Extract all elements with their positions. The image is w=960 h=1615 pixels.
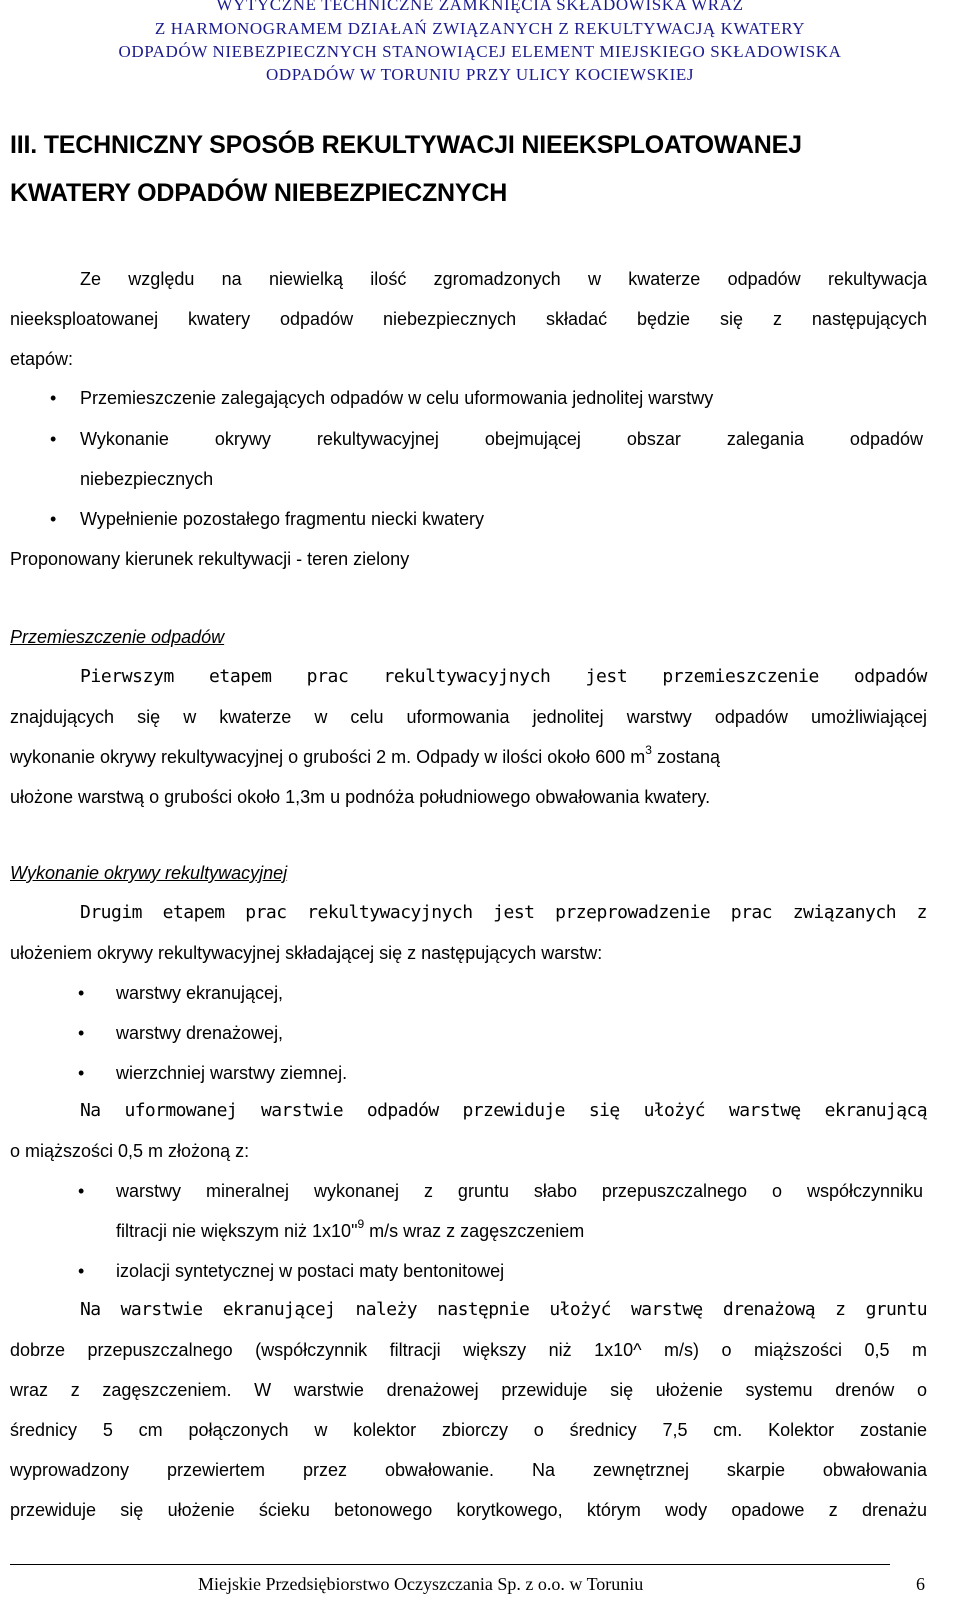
bullet-icon: • [78, 983, 85, 1003]
exponent-superscript: 9 [357, 1217, 365, 1231]
screen-item-1: warstwy mineralnej wykonanej z gruntu słabo przepuszczalnego o współczynniku [116, 1181, 923, 1201]
reclamation-direction: Proponowany kierunek rekultywacji - teren zielony [10, 549, 410, 569]
screen-item-1-cont-text: filtracji nie większym niż 1x10" [116, 1221, 358, 1241]
layer-item-1: warstwy ekranującej, [116, 983, 284, 1003]
bullet-icon: • [78, 1261, 85, 1281]
bullet-icon: • [78, 1181, 85, 1201]
bullet-icon: • [50, 509, 57, 529]
section-1-line-1: Pierwszym etapem prac rekultywacyjnych jest przemieszczenie odpadów [80, 666, 927, 687]
section-2-line-1: Drugim etapem prac rekultywacyjnych jest przeprowadzenie prac związanych z [80, 902, 927, 923]
bullet-icon: • [50, 388, 57, 408]
section-2-p3-line-2: dobrze przepuszczalnego (współczynnik filtracji większy niż 1x10^ m/s) o miąższości 0,5 m [10, 1340, 927, 1360]
header-line-2: Z HARMONOGRAMEM DZIAŁAŃ ZWIĄZANYCH Z REKULTYWACJĄ KWATERY [154, 19, 806, 38]
bullet-icon: • [50, 429, 57, 449]
bullet-icon: • [78, 1023, 85, 1043]
screen-item-1-cont [116, 1217, 585, 1242]
section-2-p3-line-6: przewiduje się ułożenie ścieku betonowego korytkowego, którym wody opadowe z drenażu [10, 1500, 927, 1520]
header-line-4: ODPADÓW W TORUNIU PRZY ULICY KOCIEWSKIEJ [265, 65, 695, 84]
stage-item-1: Przemieszczenie zalegających odpadów w celu uformowania jednolitej warstwy [80, 388, 714, 408]
section-2-p3-line-3: wraz z zagęszczeniem. W warstwie drenażowej przewiduje się ułożenie systemu drenów o [10, 1380, 927, 1400]
stage-item-2-cont: niebezpiecznych [80, 469, 214, 489]
section-2-p3-line-1: Na warstwie ekranującej należy następnie ułożyć warstwę drenażową z gruntu [80, 1299, 927, 1320]
screen-item-1-cont-end: m/s wraz z zagęszczeniem [364, 1221, 585, 1241]
header-line-3: ODPADÓW NIEBEZPIECZNYCH STANOWIĄCEJ ELEMENT MIEJSKIEGO SKŁADOWISKA [118, 42, 842, 61]
section-1-line-3 [10, 743, 927, 768]
layer-item-3: wierzchniej warstwy ziemnej. [116, 1063, 348, 1083]
layer-item-2: warstwy drenażowej, [116, 1023, 284, 1043]
section-1-line-3-text: wykonanie okrywy rekultywacyjnej o grubości 2 m. Odpady w ilości około 600 m [10, 747, 646, 767]
section-1-line-4: ułożone warstwą o grubości około 1,3m u podnóża południowego obwałowania kwatery. [10, 787, 711, 807]
section-2-p3-line-4: średnicy 5 cm połączonych w kolektor zbiorczy o średnicy 7,5 cm. Kolektor zostanie [10, 1420, 927, 1440]
page-number: 6 [916, 1574, 925, 1594]
intro-line-1: Ze względu na niewielką ilość zgromadzonych w kwaterze odpadów rekultywacja [80, 269, 927, 289]
section-2-p2-line-2: o miąższości 0,5 m złożoną z: [10, 1141, 250, 1161]
header-line-1: WYTYCZNE TECHNICZNE ZAMKNIĘCIA SKŁADOWISKA WRAZ [216, 0, 744, 14]
section-2-line-2: ułożeniem okrywy rekultywacyjnej składającej się z następujących warstw: [10, 943, 603, 963]
intro-line-2: nieeksploatowanej kwatery odpadów niebezpiecznych składać będzie się z następujących [10, 309, 927, 329]
intro-line-3: etapów: [10, 349, 74, 369]
section-1-heading: Przemieszczenie odpadów [10, 627, 225, 647]
section-title-line-2: KWATERY ODPADÓW NIEBEZPIECZNYCH [10, 179, 508, 207]
screen-item-2: izolacji syntetycznej w postaci maty bentonitowej [116, 1261, 505, 1281]
bullet-icon: • [78, 1063, 85, 1083]
cubic-superscript: 3 [645, 743, 652, 757]
section-2-heading: Wykonanie okrywy rekultywacyjnej [10, 863, 288, 883]
section-1-line-2: znajdujących się w kwaterze w celu uformowania jednolitej warstwy odpadów umożliwiającej [10, 707, 927, 727]
footer-company: Miejskie Przedsiębiorstwo Oczyszczania Sp. z o.o. w Toruniu [198, 1574, 644, 1594]
footer-divider [10, 1564, 890, 1565]
section-1-line-3-end: zostaną [651, 747, 721, 767]
stage-item-3: Wypełnienie pozostałego fragmentu niecki kwatery [80, 509, 485, 529]
section-2-p2-line-1: Na uformowanej warstwie odpadów przewiduje się ułożyć warstwę ekranującą [80, 1100, 927, 1121]
section-2-p3-line-5: wyprowadzony przewiertem przez obwałowanie. Na zewnętrznej skarpie obwałowania [10, 1460, 927, 1480]
section-title-line-1: III. TECHNICZNY SPOSÓB REKULTYWACJI NIEEKSPLOATOWANEJ [10, 131, 802, 159]
stage-item-2: Wykonanie okrywy rekultywacyjnej obejmującej obszar zalegania odpadów [80, 429, 923, 449]
